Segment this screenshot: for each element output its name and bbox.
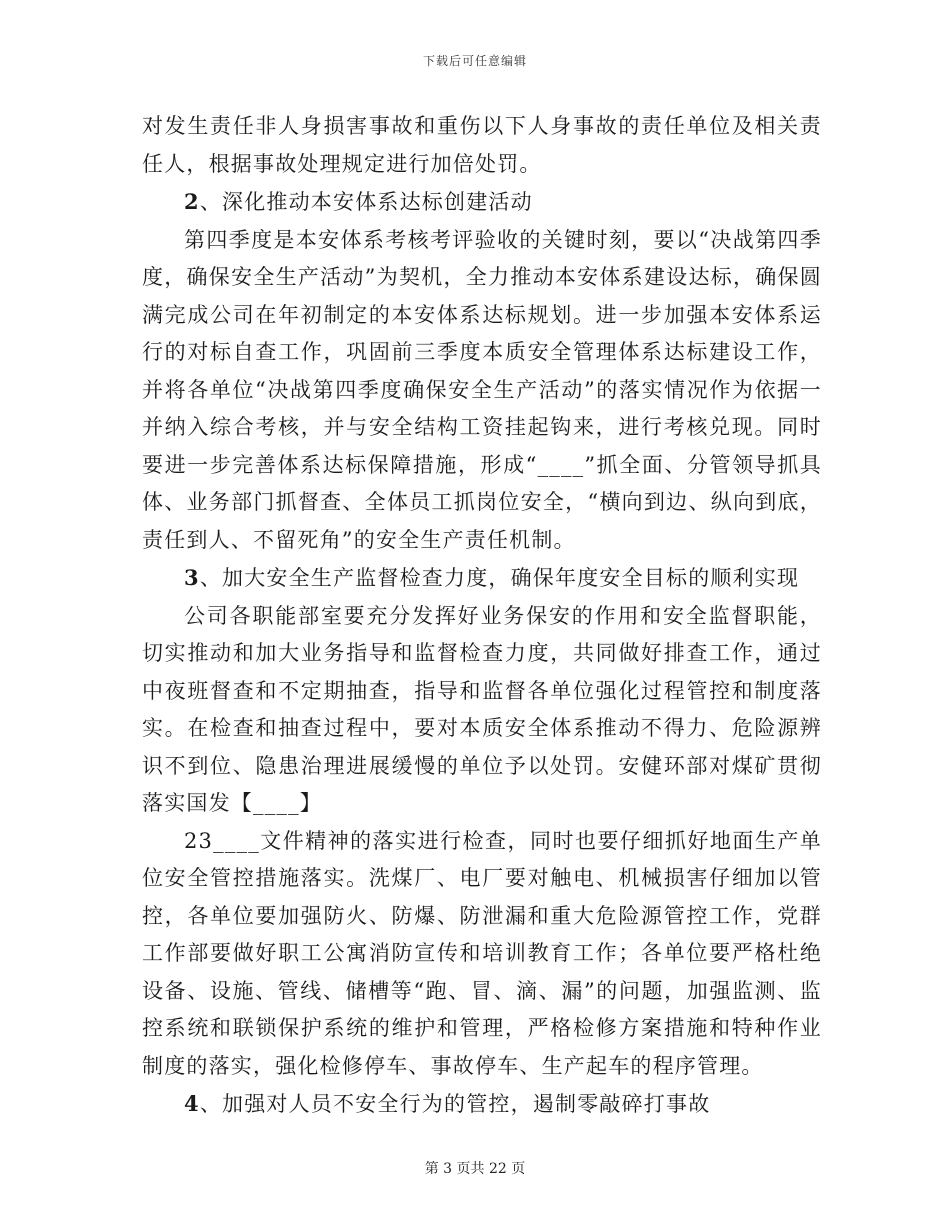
section-heading-4 xyxy=(142,1085,822,1124)
paragraph-ground-production: 23____文件精神的落实进行检查，同时也要仔细抓好地面生产单位安全管控措施落实。洗煤厂、电厂要对触电、机械损害仔细加以管控，各单位要加强防火、防爆、防泄漏和重大危险源管控工作，党群工作部要做好职工公寓消防宣传和培训教育工作；各单位要严格杜绝设备、设施、管线、储槽等“跑、冒、滴、漏”的问题，加强监测、监控系统和联锁保护系统的维护和管理，严格检修方案措施和特种作业制度的落实，强化检修停车、事故停车、生产起车的程序管理。 xyxy=(142,828,822,1078)
page-header: 下载后可任意编辑 xyxy=(422,54,527,68)
paragraph-fourth-quarter: 第四季度是本安体系考核考评验收的关键时刻，要以“决战第四季度，确保安全生产活动”为契机，全力推动本安体系建设达标，确保圆满完成公司在年初制定的本安体系达标规划。进一步加强本安体系运行的对标自查工作，巩固前三季度本质安全管理体系达标建设工作，并将各单位“决战第四季度确保安全生产活动”的落实情况作为依据一并纳入综合考核，并与安全结构工资挂起钩来，进行考核兑现。同时要进一步完善体系达标保障措施，形成“____”抓全面、分管领导抓具体、业务部门抓督查、全体员工抓岗位安全，“横向到边、纵向到底，责任到人、不留死角”的安全生产责任机制。 xyxy=(142,227,822,552)
section-number-3: 3 xyxy=(184,565,200,590)
section-title-2: 、深化推动本安体系达标创建活动 xyxy=(199,190,533,214)
section-number-4: 4 xyxy=(184,1091,200,1116)
paragraph-penalty: 对发生责任非人身损害事故和重伤以下人身事故的责任单位及相关责任人，根据事故处理规定进行加倍处罚。 xyxy=(142,114,822,176)
section-number-2: 2 xyxy=(184,189,200,214)
document-body xyxy=(142,108,822,1124)
section-heading-3 xyxy=(142,559,822,598)
section-title-3: 、加大安全生产监督检查力度，确保年度安全目标的顺利实现 xyxy=(199,566,800,590)
paragraph-supervision: 公司各职能部室要充分发挥好业务保安的作用和安全监督职能，切实推动和加大业务指导和监督检查力度，共同做好排查工作，通过中夜班督查和不定期抽查，指导和监督各单位强化过程管控和制度落实。在检查和抽查过程中，要对本质安全体系推动不得力、危险源辨识不到位、隐患治理进展缓慢的单位予以处罚。安健环部对煤矿贯彻落实国发【____】 xyxy=(142,603,822,815)
section-heading-2 xyxy=(142,183,822,222)
page-footer: 第 3 页共 22 页 xyxy=(424,1161,526,1177)
section-title-4: 、加强对人员不安全行为的管控，遏制零敲碎打事故 xyxy=(199,1092,711,1116)
